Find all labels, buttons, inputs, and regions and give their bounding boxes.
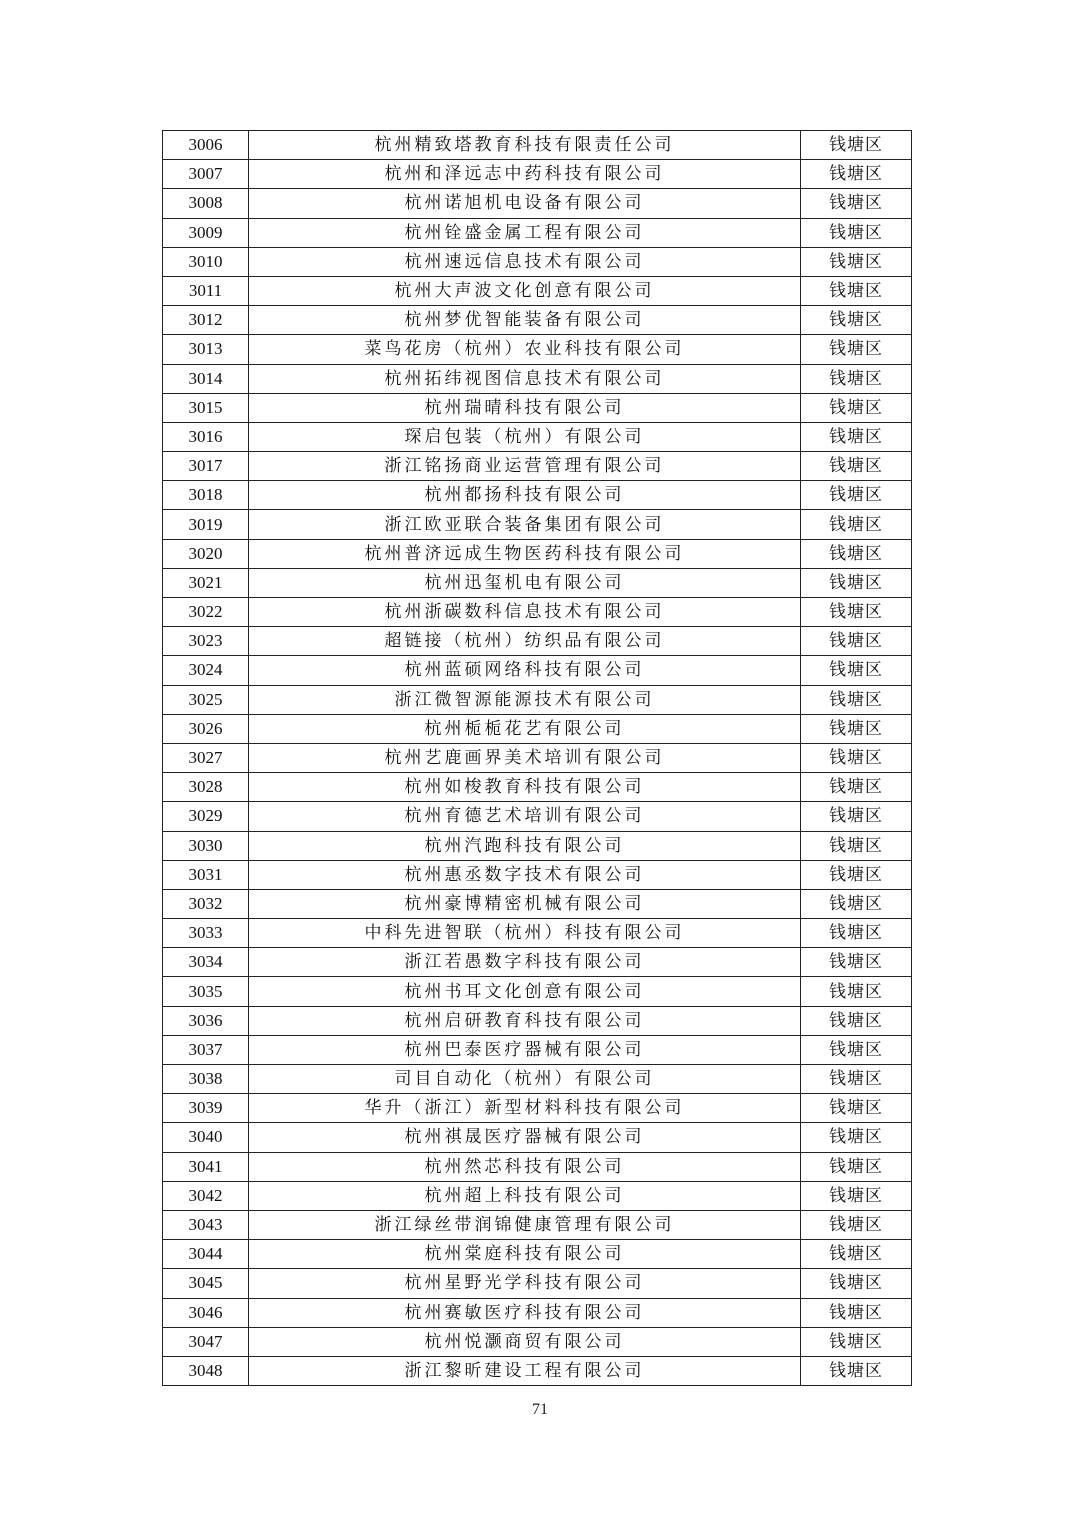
table-row <box>163 656 912 685</box>
district-cell: 钱塘区 <box>801 539 912 568</box>
district-cell: 钱塘区 <box>801 831 912 860</box>
table-row <box>163 1327 912 1356</box>
row-number-cell: 3048 <box>163 1356 249 1385</box>
district-cell: 钱塘区 <box>801 627 912 656</box>
company-name-cell: 杭州诺旭机电设备有限公司 <box>249 189 801 218</box>
company-name-cell: 菜鸟花房（杭州）农业科技有限公司 <box>249 335 801 364</box>
district-cell: 钱塘区 <box>801 481 912 510</box>
company-name-cell: 浙江若愚数字科技有限公司 <box>249 948 801 977</box>
row-number-cell: 3017 <box>163 452 249 481</box>
company-name-cell: 杭州惠丞数字技术有限公司 <box>249 860 801 889</box>
district-cell: 钱塘区 <box>801 598 912 627</box>
company-name-cell: 浙江绿丝带润锦健康管理有限公司 <box>249 1210 801 1239</box>
district-cell: 钱塘区 <box>801 919 912 948</box>
table-row <box>163 1210 912 1239</box>
table-row <box>163 685 912 714</box>
company-name-cell: 杭州拓纬视图信息技术有限公司 <box>249 364 801 393</box>
district-cell: 钱塘区 <box>801 218 912 247</box>
table-row <box>163 218 912 247</box>
company-name-cell: 华升（浙江）新型材料科技有限公司 <box>249 1094 801 1123</box>
row-number-cell: 3035 <box>163 977 249 1006</box>
row-number-cell: 3019 <box>163 510 249 539</box>
district-cell: 钱塘区 <box>801 131 912 160</box>
district-cell: 钱塘区 <box>801 247 912 276</box>
company-name-cell: 杭州大声波文化创意有限公司 <box>249 276 801 305</box>
row-number-cell: 3046 <box>163 1298 249 1327</box>
district-cell: 钱塘区 <box>801 1123 912 1152</box>
district-cell: 钱塘区 <box>801 306 912 335</box>
table-row <box>163 393 912 422</box>
district-cell: 钱塘区 <box>801 1035 912 1064</box>
row-number-cell: 3040 <box>163 1123 249 1152</box>
row-number-cell: 3023 <box>163 627 249 656</box>
company-name-cell: 杭州都扬科技有限公司 <box>249 481 801 510</box>
company-name-cell: 杭州速远信息技术有限公司 <box>249 247 801 276</box>
district-cell: 钱塘区 <box>801 393 912 422</box>
table-row <box>163 627 912 656</box>
district-cell: 钱塘区 <box>801 510 912 539</box>
table-row <box>163 802 912 831</box>
row-number-cell: 3045 <box>163 1269 249 1298</box>
table-row <box>163 831 912 860</box>
company-name-cell: 杭州蓝硕网络科技有限公司 <box>249 656 801 685</box>
company-list-table <box>162 130 912 1386</box>
company-name-cell: 中科先进智联（杭州）科技有限公司 <box>249 919 801 948</box>
company-name-cell: 杭州然芯科技有限公司 <box>249 1152 801 1181</box>
district-cell: 钱塘区 <box>801 977 912 1006</box>
row-number-cell: 3014 <box>163 364 249 393</box>
table-body <box>163 131 912 1386</box>
district-cell: 钱塘区 <box>801 802 912 831</box>
table-row <box>163 1152 912 1181</box>
table-row <box>163 860 912 889</box>
company-name-cell: 杭州铨盛金属工程有限公司 <box>249 218 801 247</box>
row-number-cell: 3036 <box>163 1006 249 1035</box>
row-number-cell: 3030 <box>163 831 249 860</box>
row-number-cell: 3031 <box>163 860 249 889</box>
row-number-cell: 3029 <box>163 802 249 831</box>
row-number-cell: 3044 <box>163 1240 249 1269</box>
table-row <box>163 948 912 977</box>
table-row <box>163 276 912 305</box>
district-cell: 钱塘区 <box>801 1181 912 1210</box>
district-cell: 钱塘区 <box>801 1094 912 1123</box>
table-row <box>163 1269 912 1298</box>
row-number-cell: 3033 <box>163 919 249 948</box>
district-cell: 钱塘区 <box>801 773 912 802</box>
company-name-cell: 浙江铭扬商业运营管理有限公司 <box>249 452 801 481</box>
company-name-cell: 浙江欧亚联合装备集团有限公司 <box>249 510 801 539</box>
company-name-cell: 杭州精致塔教育科技有限责任公司 <box>249 131 801 160</box>
table-row <box>163 1006 912 1035</box>
row-number-cell: 3041 <box>163 1152 249 1181</box>
table-row <box>163 1035 912 1064</box>
district-cell: 钱塘区 <box>801 685 912 714</box>
company-name-cell: 杭州育德艺术培训有限公司 <box>249 802 801 831</box>
row-number-cell: 3022 <box>163 598 249 627</box>
table-row <box>163 160 912 189</box>
district-cell: 钱塘区 <box>801 422 912 451</box>
table-row <box>163 452 912 481</box>
table-row <box>163 539 912 568</box>
company-name-cell: 杭州超上科技有限公司 <box>249 1181 801 1210</box>
district-cell: 钱塘区 <box>801 1065 912 1094</box>
district-cell: 钱塘区 <box>801 1298 912 1327</box>
table-row <box>163 889 912 918</box>
row-number-cell: 3047 <box>163 1327 249 1356</box>
district-cell: 钱塘区 <box>801 335 912 364</box>
row-number-cell: 3034 <box>163 948 249 977</box>
table-row <box>163 598 912 627</box>
table-row <box>163 1298 912 1327</box>
company-name-cell: 杭州启研教育科技有限公司 <box>249 1006 801 1035</box>
company-name-cell: 杭州书耳文化创意有限公司 <box>249 977 801 1006</box>
district-cell: 钱塘区 <box>801 189 912 218</box>
row-number-cell: 3015 <box>163 393 249 422</box>
row-number-cell: 3026 <box>163 714 249 743</box>
company-name-cell: 杭州星野光学科技有限公司 <box>249 1269 801 1298</box>
company-name-cell: 杭州祺晟医疗器械有限公司 <box>249 1123 801 1152</box>
table-row <box>163 743 912 772</box>
company-name-cell: 杭州栀栀花艺有限公司 <box>249 714 801 743</box>
district-cell: 钱塘区 <box>801 948 912 977</box>
district-cell: 钱塘区 <box>801 1006 912 1035</box>
company-name-cell: 杭州巴泰医疗器械有限公司 <box>249 1035 801 1064</box>
page-number: 71 <box>532 1401 548 1418</box>
district-cell: 钱塘区 <box>801 656 912 685</box>
company-name-cell: 杭州普济远成生物医药科技有限公司 <box>249 539 801 568</box>
company-name-cell: 杭州浙碳数科信息技术有限公司 <box>249 598 801 627</box>
company-name-cell: 杭州汽跑科技有限公司 <box>249 831 801 860</box>
district-cell: 钱塘区 <box>801 452 912 481</box>
row-number-cell: 3016 <box>163 422 249 451</box>
table-row <box>163 364 912 393</box>
row-number-cell: 3008 <box>163 189 249 218</box>
row-number-cell: 3024 <box>163 656 249 685</box>
table-row <box>163 1356 912 1385</box>
row-number-cell: 3010 <box>163 247 249 276</box>
company-name-cell: 浙江黎昕建设工程有限公司 <box>249 1356 801 1385</box>
table-row <box>163 422 912 451</box>
row-number-cell: 3012 <box>163 306 249 335</box>
company-name-cell: 浙江微智源能源技术有限公司 <box>249 685 801 714</box>
company-name-cell: 杭州豪博精密机械有限公司 <box>249 889 801 918</box>
company-name-cell: 杭州如梭教育科技有限公司 <box>249 773 801 802</box>
row-number-cell: 3042 <box>163 1181 249 1210</box>
district-cell: 钱塘区 <box>801 1356 912 1385</box>
table-row <box>163 510 912 539</box>
company-name-cell: 杭州棠庭科技有限公司 <box>249 1240 801 1269</box>
row-number-cell: 3011 <box>163 276 249 305</box>
table-row <box>163 773 912 802</box>
table-row <box>163 481 912 510</box>
district-cell: 钱塘区 <box>801 714 912 743</box>
company-name-cell: 杭州和泽远志中药科技有限公司 <box>249 160 801 189</box>
company-name-cell: 杭州梦优智能装备有限公司 <box>249 306 801 335</box>
table-row <box>163 131 912 160</box>
row-number-cell: 3007 <box>163 160 249 189</box>
table-row <box>163 189 912 218</box>
table-row <box>163 247 912 276</box>
row-number-cell: 3006 <box>163 131 249 160</box>
district-cell: 钱塘区 <box>801 364 912 393</box>
district-cell: 钱塘区 <box>801 1327 912 1356</box>
table-row <box>163 1094 912 1123</box>
company-name-cell: 杭州迅玺机电有限公司 <box>249 568 801 597</box>
row-number-cell: 3038 <box>163 1065 249 1094</box>
row-number-cell: 3043 <box>163 1210 249 1239</box>
company-name-cell: 杭州悦灏商贸有限公司 <box>249 1327 801 1356</box>
district-cell: 钱塘区 <box>801 889 912 918</box>
district-cell: 钱塘区 <box>801 1210 912 1239</box>
row-number-cell: 3039 <box>163 1094 249 1123</box>
district-cell: 钱塘区 <box>801 743 912 772</box>
company-name-cell: 司目自动化（杭州）有限公司 <box>249 1065 801 1094</box>
table-row <box>163 977 912 1006</box>
row-number-cell: 3020 <box>163 539 249 568</box>
district-cell: 钱塘区 <box>801 568 912 597</box>
table-row <box>163 1123 912 1152</box>
table-row <box>163 568 912 597</box>
company-name-cell: 杭州赛敏医疗科技有限公司 <box>249 1298 801 1327</box>
row-number-cell: 3013 <box>163 335 249 364</box>
row-number-cell: 3032 <box>163 889 249 918</box>
row-number-cell: 3028 <box>163 773 249 802</box>
district-cell: 钱塘区 <box>801 860 912 889</box>
district-cell: 钱塘区 <box>801 1269 912 1298</box>
table-row <box>163 1065 912 1094</box>
row-number-cell: 3025 <box>163 685 249 714</box>
table-row <box>163 1181 912 1210</box>
company-name-cell: 杭州瑞晴科技有限公司 <box>249 393 801 422</box>
company-name-cell: 琛启包装（杭州）有限公司 <box>249 422 801 451</box>
row-number-cell: 3018 <box>163 481 249 510</box>
table-row <box>163 306 912 335</box>
table-row <box>163 919 912 948</box>
district-cell: 钱塘区 <box>801 1240 912 1269</box>
table-row <box>163 1240 912 1269</box>
company-name-cell: 杭州艺鹿画界美术培训有限公司 <box>249 743 801 772</box>
row-number-cell: 3009 <box>163 218 249 247</box>
district-cell: 钱塘区 <box>801 1152 912 1181</box>
row-number-cell: 3027 <box>163 743 249 772</box>
table-row <box>163 335 912 364</box>
district-cell: 钱塘区 <box>801 160 912 189</box>
row-number-cell: 3037 <box>163 1035 249 1064</box>
table-row <box>163 714 912 743</box>
row-number-cell: 3021 <box>163 568 249 597</box>
district-cell: 钱塘区 <box>801 276 912 305</box>
company-name-cell: 超链接（杭州）纺织品有限公司 <box>249 627 801 656</box>
